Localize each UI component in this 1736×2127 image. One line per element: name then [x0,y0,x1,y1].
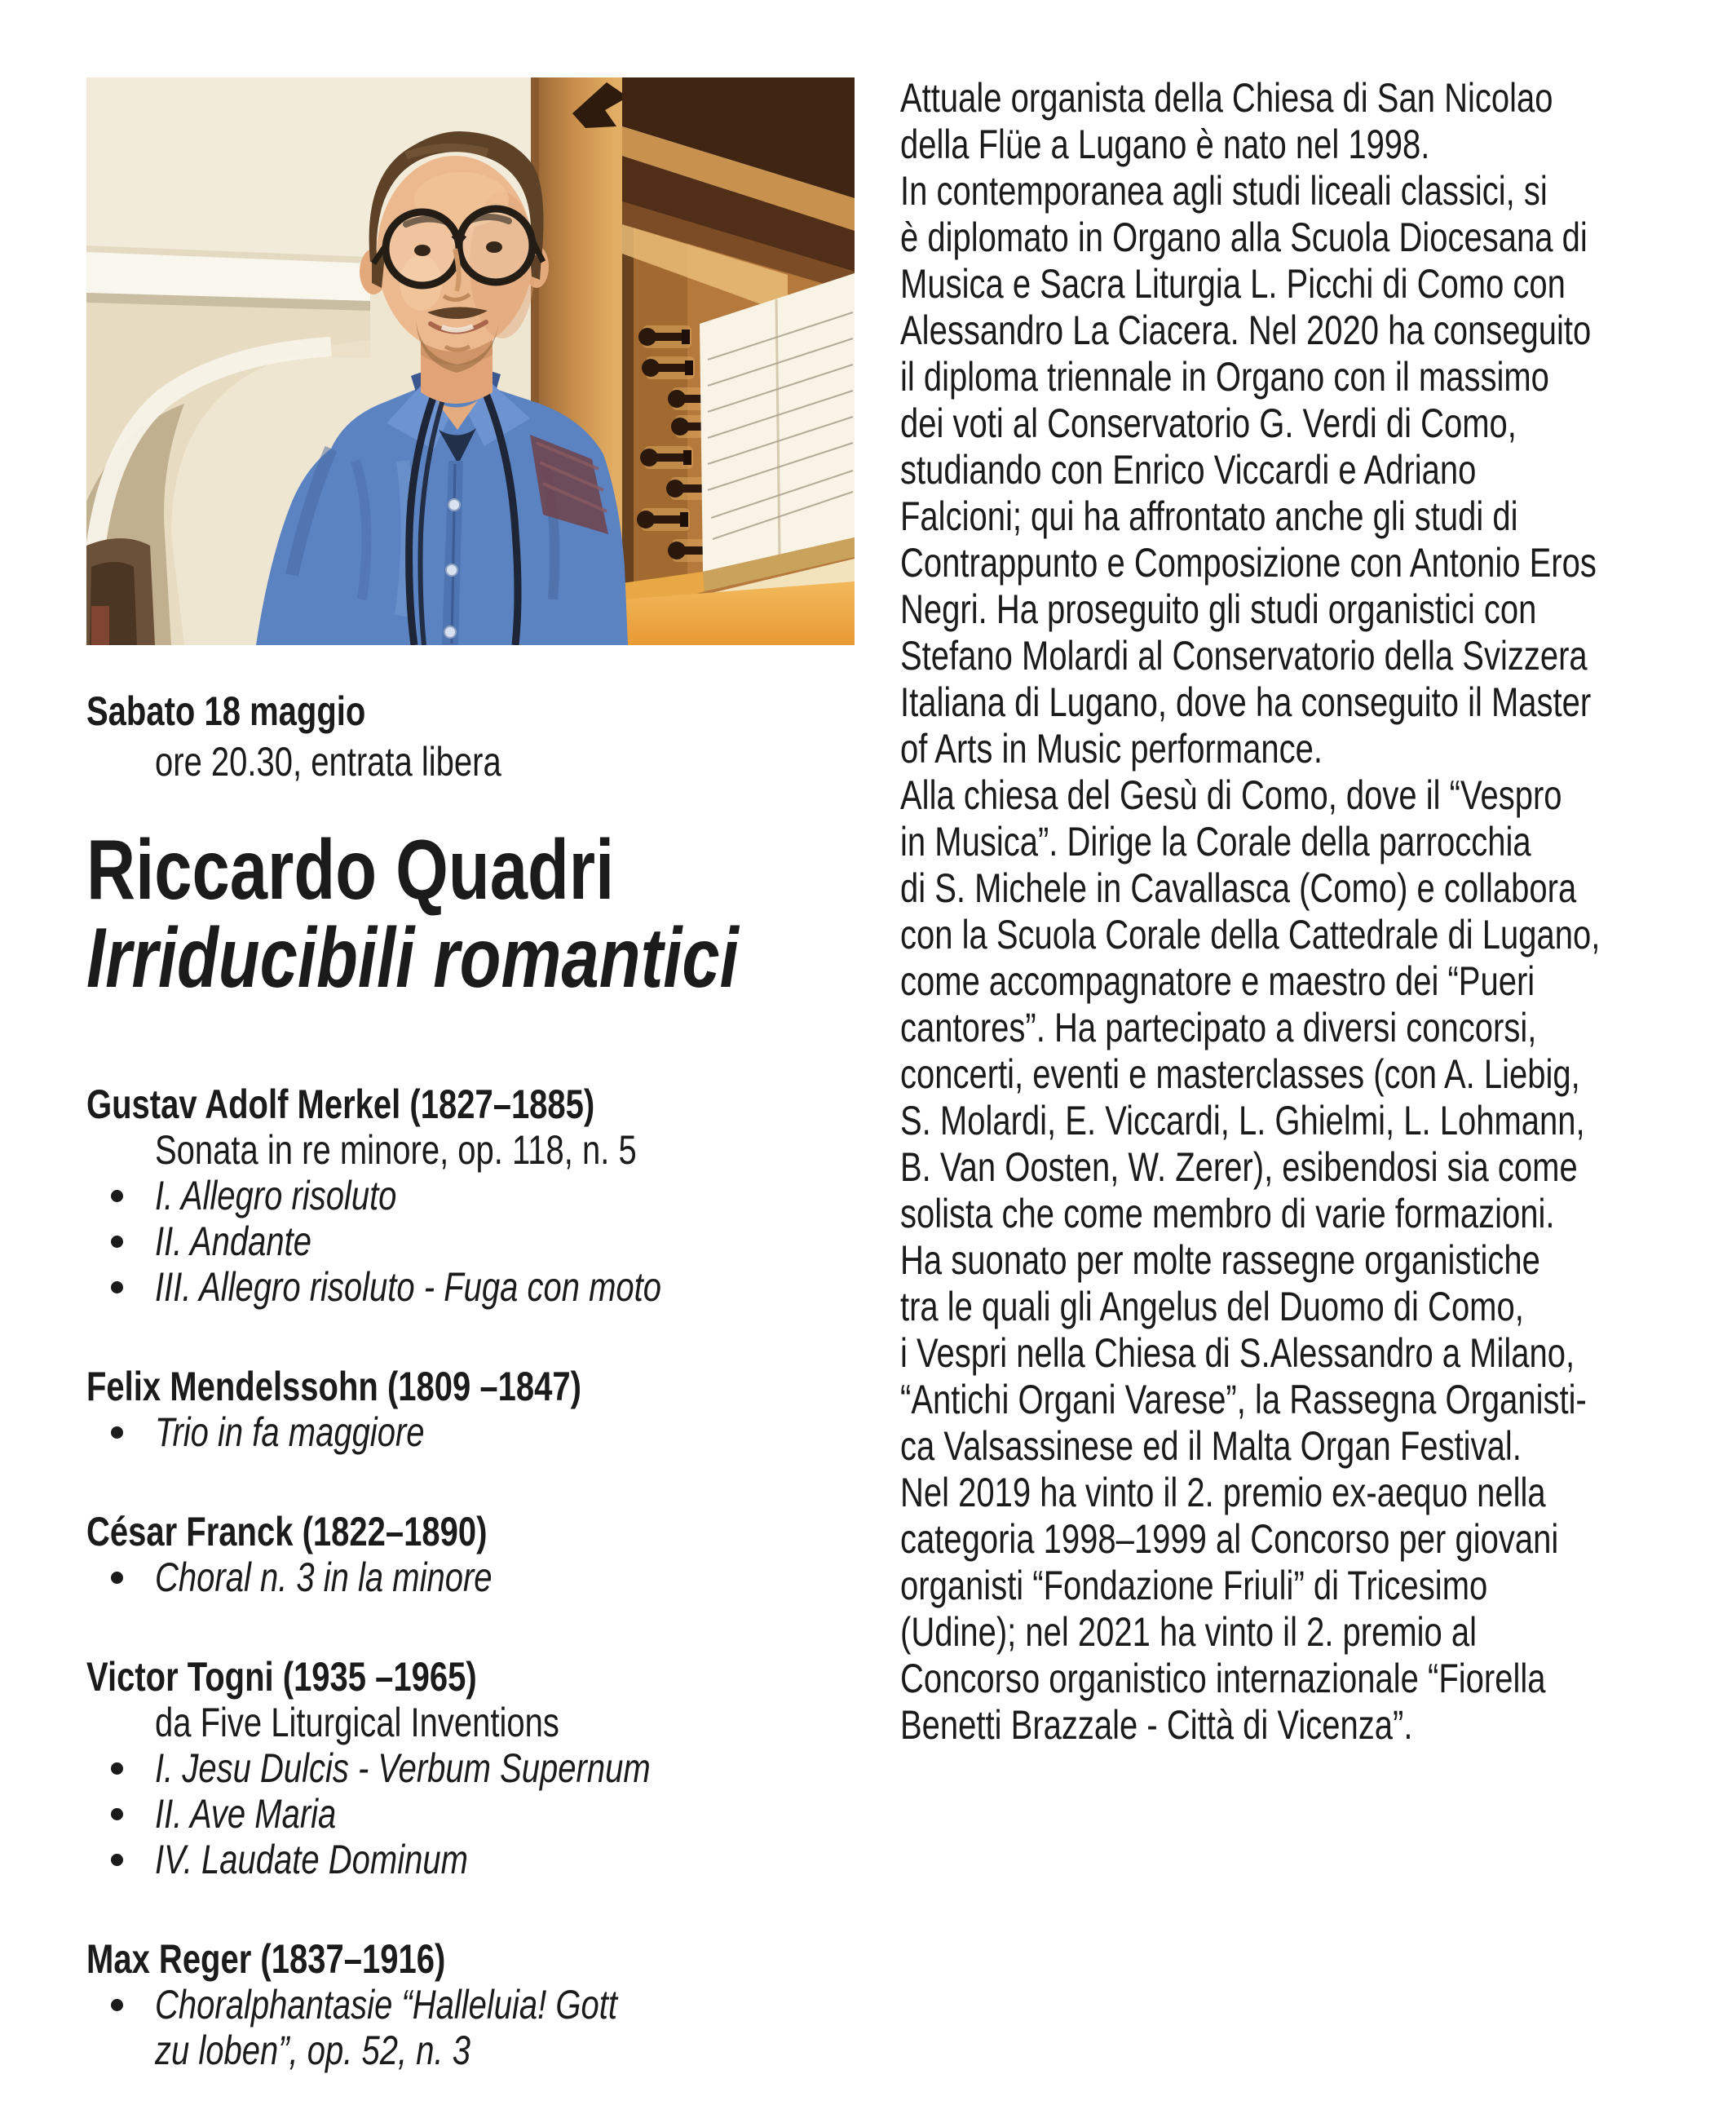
bio-line [900,493,1720,540]
piece-text: I. Allegro risoluto [155,1173,397,1218]
bio-line-text: tra le quali gli Angelus del Duomo di Como, [900,1284,1524,1329]
piece-text: I. Jesu Dulcis - Verbum Supernum [155,1745,651,1791]
bio-line-text: Musica e Sacra Liturgia L. Picchi di Como con [900,261,1566,307]
bullet-icon [111,1854,123,1866]
performer-photo-illustration [86,77,855,645]
program-section [86,1509,886,1600]
performer-name-text: Riccardo Quadri [86,823,615,918]
program-list [86,1081,886,2127]
bio-line-text: Falcioni; qui ha affrontato anche gli studi di [900,493,1518,539]
work-title-text: Sonata in re minore, op. 118, n. 5 [155,1127,637,1173]
bio-line [900,1702,1720,1749]
bio-line [900,958,1720,1005]
bullet-icon [111,1426,123,1439]
bio-line-text: il diploma triennale in Organo con il massimo [900,354,1549,400]
bio-line [900,122,1720,168]
bio-line [900,726,1720,772]
bio-line [900,1516,1720,1563]
composer-text: Gustav Adolf Merkel (1827–1885) [86,1081,595,1127]
bio-line-text: Ha suonato per molte rassegne organistiche [900,1237,1540,1283]
composer-text: Felix Mendelssohn (1809 –1847) [86,1364,581,1409]
bio-line [900,1423,1720,1470]
bio-line-text: Alessandro La Ciacera. Nel 2020 ha conseguito [900,307,1592,353]
event-date [86,687,435,736]
piece-line [86,1409,886,1455]
piece-line [86,1745,886,1791]
bio-line [900,1656,1720,1702]
bio-line [900,586,1720,633]
program-section [86,1936,886,2073]
piece-line [86,1837,886,1882]
piece-line [86,1982,886,2028]
composer-line [86,1081,886,1127]
bullet-icon [111,1808,123,1820]
bio-line-text: of Arts in Music performance. [900,726,1323,772]
piece-text: IV. Laudate Dominum [155,1837,468,1882]
bio-line [900,1563,1720,1609]
bio-line [900,633,1720,679]
biography-column [900,75,1720,1749]
bio-line-text: con la Scuola Corale della Cattedrale di Lugano, [900,912,1601,957]
composer-line [86,1654,886,1700]
bio-line [900,540,1720,586]
program-section [86,1364,886,1455]
bullet-icon [111,1236,123,1248]
program-section [86,1081,886,1310]
event-time-text: ore 20.30, entrata libera [155,739,501,785]
bio-line-text: “Antichi Organi Varese”, la Rassegna Organisti- [900,1377,1587,1422]
bio-line [900,912,1720,958]
piece-text: II. Andante [155,1218,311,1264]
bio-line [900,1098,1720,1144]
bio-line-text: ca Valsassinese ed il Malta Organ Festival. [900,1423,1522,1469]
bio-line [900,447,1720,493]
event-date-text: Sabato 18 maggio [86,688,366,734]
work-title-line [86,1700,886,1745]
bio-line-text: Alla chiesa del Gesù di Como, dove il “Vespro [900,772,1562,818]
bio-line-text: concerti, eventi e masterclasses (con A. Liebig, [900,1051,1580,1097]
bio-line-text: Negri. Ha proseguito gli studi organistici con [900,586,1537,632]
bio-line [900,75,1720,122]
performer-name [86,823,746,918]
composer-line [86,1936,886,1982]
bio-line-text: è diplomato in Organo alla Scuola Diocesana di [900,214,1588,260]
bio-line-text: In contemporanea agli studi liceali classici, si [900,168,1548,214]
bio-line-text: i Vespri nella Chiesa di S.Alessandro a Milano, [900,1330,1575,1376]
piece-line [86,1791,886,1837]
bio-line [900,1051,1720,1098]
piece-text: Choral n. 3 in la minore [155,1554,493,1600]
bio-line [900,261,1720,307]
piece-text: zu loben”, op. 52, n. 3 [155,2028,470,2073]
bio-line [900,1284,1720,1330]
piece-line [86,1554,886,1600]
bio-line [900,307,1720,354]
bio-line [900,400,1720,447]
bullet-icon [111,1281,123,1293]
event-time-entry [155,737,588,786]
bio-line-text: Nel 2019 ha vinto il 2. premio ex-aequo nella [900,1470,1546,1515]
bio-line [900,679,1720,726]
bio-line-text: B. Van Oosten, W. Zerer), esibendosi sia come [900,1144,1578,1190]
bio-line-text: studiando con Enrico Viccardi e Adriano [900,447,1477,493]
bio-line-text: (Udine); nel 2021 ha vinto il 2. premio al [900,1609,1478,1655]
bio-line-text: come accompagnatore e maestro dei “Pueri [900,958,1535,1004]
piece-text: Choralphantasie “Halleluia! Gott [155,1982,617,2028]
bio-line [900,214,1720,261]
bio-line [900,772,1720,819]
composer-line [86,1364,886,1409]
bullet-icon [111,1999,123,2011]
bio-line-text: Stefano Molardi al Conservatorio della Svizzera [900,633,1588,679]
work-title-line [86,1127,886,1173]
bio-line [900,354,1720,400]
concert-title-text: Irriducibili romantici [86,911,739,1006]
bio-line [900,1237,1720,1284]
bio-line-text: Italiana di Lugano, dove ha conseguito il Master [900,679,1592,725]
bio-line-text: di S. Michele in Cavallasca (Como) e collabora [900,865,1577,911]
bio-line-text: Concorso organistico internazionale “Fiorella [900,1656,1546,1701]
piece-text: Trio in fa maggiore [155,1409,425,1455]
bio-line-text: Attuale organista della Chiesa di San Nicolao [900,75,1553,121]
composer-line [86,1509,886,1554]
bio-line [900,1377,1720,1423]
piece-text: II. Ave Maria [155,1791,337,1837]
concert-title [86,911,902,1006]
piece-line [86,2028,886,2073]
composer-text: César Franck (1822–1890) [86,1509,488,1554]
bullet-icon [111,1572,123,1584]
composer-text: Max Reger (1837–1916) [86,1936,446,1982]
bullet-icon [111,1190,123,1202]
composer-text: Victor Togni (1935 –1965) [86,1654,477,1700]
bio-line [900,1191,1720,1237]
performer-photo [86,77,855,645]
bio-line [900,865,1720,912]
bio-line-text: in Musica”. Dirige la Corale della parrocchia [900,819,1531,865]
bio-line [900,1470,1720,1516]
bio-line-text: della Flüe a Lugano è nato nel 1998. [900,122,1430,167]
bio-line-text: dei voti al Conservatorio G. Verdi di Como, [900,400,1517,446]
bio-line [900,1144,1720,1191]
bullet-icon [111,1762,123,1775]
bio-line [900,1330,1720,1377]
bio-line-text: cantores”. Ha partecipato a diversi concorsi, [900,1005,1537,1050]
bio-line-text: Contrappunto e Composizione con Antonio Eros [900,540,1597,586]
piece-line [86,1218,886,1264]
bio-line [900,168,1720,214]
program-section [86,1654,886,1882]
bio-line-text: organisti “Fondazione Friuli” di Tricesimo [900,1563,1488,1608]
piece-text: III. Allegro risoluto - Fuga con moto [155,1264,662,1310]
bio-line-text: S. Molardi, E. Viccardi, L. Ghielmi, L. Lohmann, [900,1098,1585,1143]
bio-line-text: categoria 1998–1999 al Concorso per giovani [900,1516,1559,1562]
work-title-text: da Five Liturgical Inventions [155,1700,559,1745]
bio-line-text: Benetti Brazzale - Città di Vicenza”. [900,1702,1413,1748]
bio-line [900,1005,1720,1051]
piece-line [86,1264,886,1310]
bio-line [900,1609,1720,1656]
bio-line-text: solista che come membro di varie formazioni. [900,1191,1555,1236]
bio-line [900,819,1720,865]
piece-line [86,1173,886,1218]
